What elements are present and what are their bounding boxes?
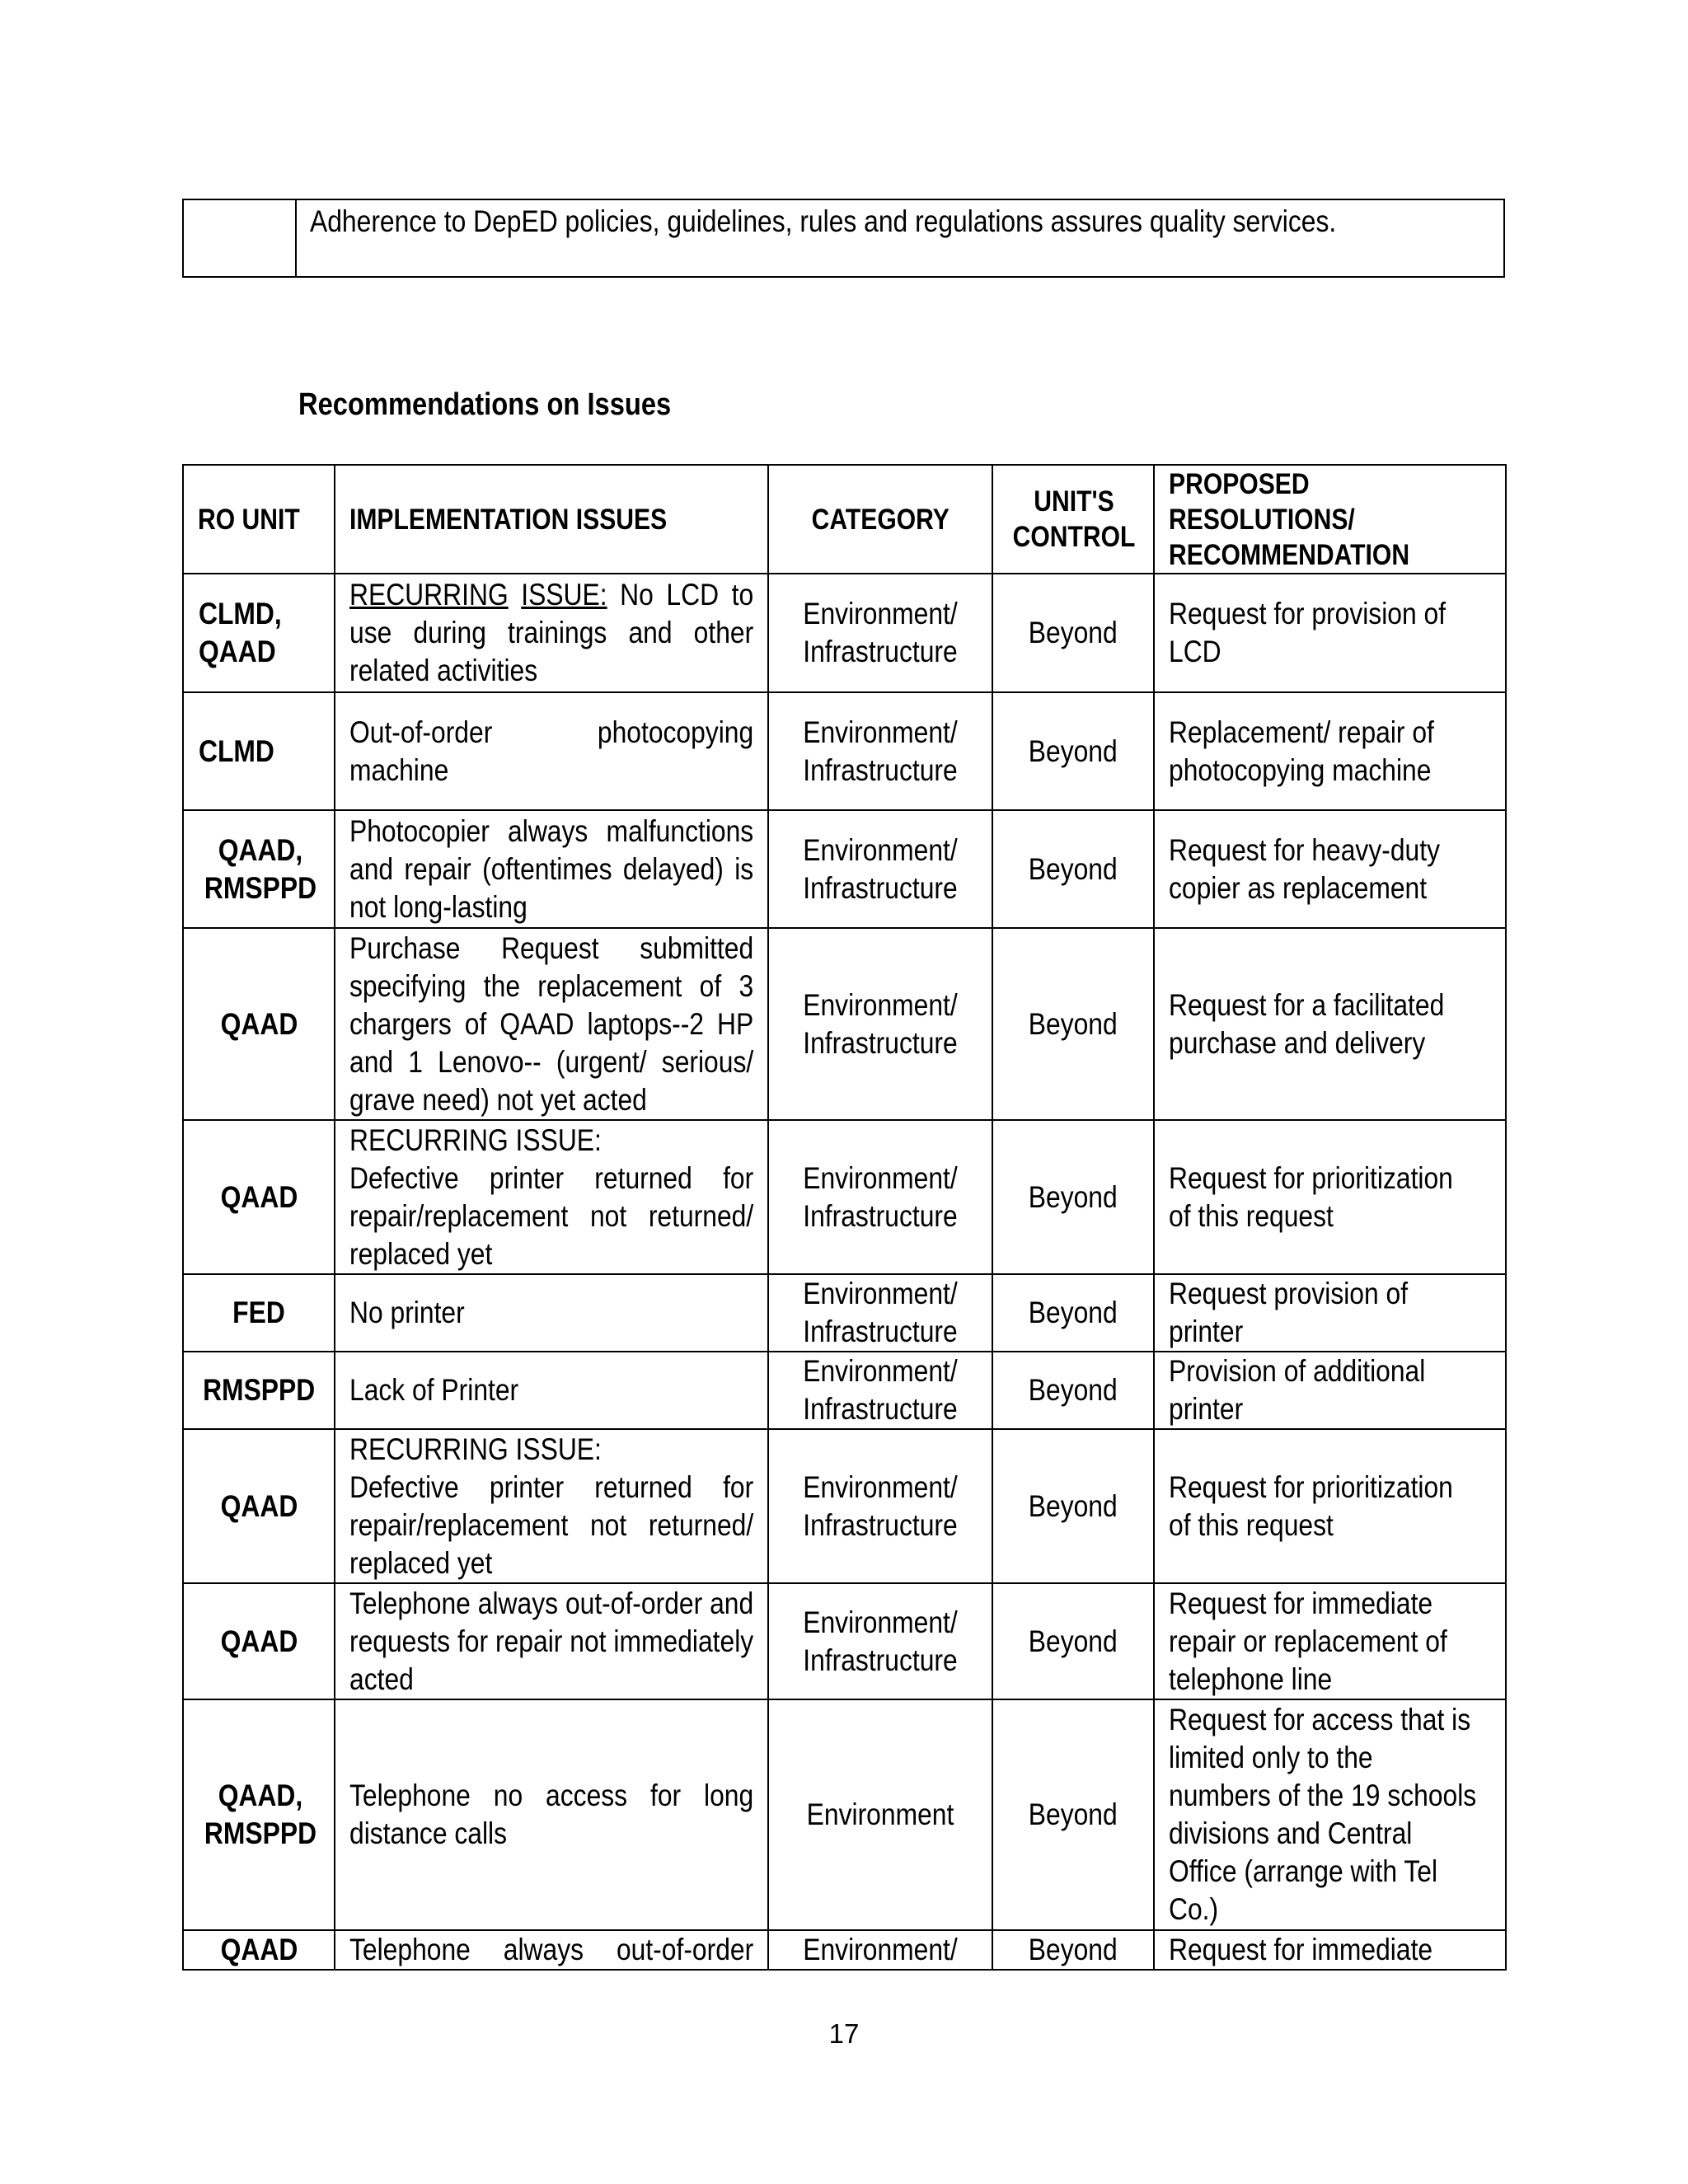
cell-text: Environment/ Infrastructure	[803, 987, 958, 1060]
cell-text: Environment/ Infrastructure	[803, 1469, 958, 1542]
recommendations-table	[182, 464, 1507, 1971]
cell-text: QAAD	[220, 1624, 298, 1658]
issue-cell	[335, 1352, 768, 1429]
cell-text: Photocopier always malfunctions and repair (oftentimes delayed) is not long-lasting	[349, 813, 754, 924]
cell-text: Request for heavy-duty copier as replacement	[1169, 832, 1440, 905]
recommendation-cell	[1154, 1352, 1506, 1429]
ro-unit-cell	[183, 1930, 335, 1970]
table-header-row	[183, 465, 1506, 574]
cell-text: QAAD, RMSPPD	[204, 832, 317, 905]
cell-text: Request for provision of LCD	[1169, 597, 1447, 668]
table-row	[183, 1429, 1506, 1583]
cell-text: Provision of additional printer	[1169, 1354, 1426, 1426]
issue-text: Defective printer returned for repair/replacement not returned/ replaced yet	[349, 1160, 754, 1271]
category-cell	[768, 1274, 992, 1352]
cell-text	[349, 1122, 753, 1273]
table-row	[183, 810, 1506, 928]
control-cell	[992, 1699, 1154, 1930]
header-ro-unit	[183, 465, 335, 574]
ro-unit-cell	[183, 810, 335, 928]
cell-text: RMSPPD	[202, 1373, 316, 1407]
cell-text: Beyond	[1029, 1373, 1118, 1407]
table-row	[183, 1352, 1506, 1429]
table-row	[183, 1930, 1506, 1970]
cell-text: Telephone always out-of-order and requests for repair not immediately acted	[349, 1586, 754, 1696]
control-cell	[992, 1274, 1154, 1352]
cell-text: QAAD	[220, 1006, 298, 1041]
category-cell	[768, 1429, 992, 1583]
cell-text: Environment	[806, 1797, 954, 1831]
cell-text: Request for prioritization of this request	[1169, 1160, 1453, 1233]
page-number: 17	[828, 2018, 860, 2049]
issue-cell	[335, 928, 768, 1120]
ro-unit-cell	[183, 928, 335, 1120]
cell-text: Environment/ Infrastructure	[803, 597, 958, 668]
cell-text: Beyond	[1029, 851, 1118, 886]
ro-unit-cell	[183, 1583, 335, 1699]
issue-text: Defective printer returned for repair/replacement not returned/ replaced yet	[349, 1469, 754, 1580]
underlined-text: ISSUE:	[521, 578, 607, 612]
issue-cell	[335, 692, 768, 810]
cell-text: Request for immediate repair or replacement of telephone line	[1169, 1586, 1447, 1696]
ro-unit-cell	[183, 1699, 335, 1930]
cell-text: Environment/ Infrastructure	[803, 715, 958, 787]
cell-text: Adherence to DepED policies, guidelines, rules and regulations assures quality services.	[310, 204, 1337, 238]
cell-text: Telephone always out-of-order	[349, 1933, 754, 1966]
control-cell	[992, 1429, 1154, 1583]
cell-text: Environment/ Infrastructure	[803, 1160, 958, 1233]
issue-heading-text: RECURRING ISSUE:	[349, 1122, 602, 1157]
continuation-table	[182, 199, 1505, 278]
cell-text: Request for immediate	[1169, 1933, 1433, 1966]
cell-text	[349, 1431, 753, 1582]
header-units-control	[992, 465, 1154, 574]
table-cell	[296, 199, 1504, 277]
recommendation-cell	[1154, 1120, 1506, 1274]
recommendation-cell	[1154, 810, 1506, 928]
table-row	[183, 928, 1506, 1120]
cell-text	[349, 576, 753, 690]
header-text: PROPOSED RESOLUTIONS/ RECOMMENDATION	[1169, 467, 1410, 571]
cell-text: Beyond	[1029, 733, 1118, 768]
category-cell	[768, 1352, 992, 1429]
cell-text: CLMD	[199, 733, 274, 768]
header-proposed-resolutions	[1154, 465, 1506, 574]
recommendation-cell	[1154, 928, 1506, 1120]
heading-text: Recommendations on Issues	[298, 387, 672, 422]
control-cell	[992, 692, 1154, 810]
cell-text: Beyond	[1029, 1006, 1118, 1041]
control-cell	[992, 1120, 1154, 1274]
recommendation-cell	[1154, 1274, 1506, 1352]
cell-text: Out-of-order photocopying machine	[349, 715, 754, 787]
category-cell	[768, 1583, 992, 1699]
header-text: RO UNIT	[198, 503, 300, 536]
header-category	[768, 465, 992, 574]
issue-cell	[335, 1699, 768, 1930]
ro-unit-cell	[183, 692, 335, 810]
cell-text: Beyond	[1029, 1624, 1118, 1658]
issue-cell	[335, 1429, 768, 1583]
cell-text: QAAD	[220, 1179, 298, 1214]
control-cell	[992, 1930, 1154, 1970]
category-cell	[768, 692, 992, 810]
category-cell	[768, 1699, 992, 1930]
cell-text: Environment/ Infrastructure	[803, 1605, 958, 1677]
ro-unit-cell	[183, 1352, 335, 1429]
table-row	[183, 199, 1504, 277]
issue-cell	[335, 1274, 768, 1352]
control-cell	[992, 1583, 1154, 1699]
cell-text: Beyond	[1029, 1488, 1118, 1523]
ro-unit-cell	[183, 1274, 335, 1352]
category-cell	[768, 1120, 992, 1274]
issue-cell	[335, 574, 768, 692]
cell-text: QAAD	[220, 1488, 298, 1523]
cell-text: Request for access that is limited only to the numbers of the 19 schools divisions and Central Office (arrange with Tel Co.)	[1169, 1703, 1477, 1926]
table-row	[183, 574, 1506, 692]
cell-text: Environment/ Infrastructure	[803, 832, 958, 905]
cell-text: Request provision of printer	[1169, 1277, 1409, 1348]
section-heading	[298, 386, 732, 424]
recommendation-cell	[1154, 692, 1506, 810]
recommendation-cell	[1154, 1429, 1506, 1583]
category-cell	[768, 574, 992, 692]
cell-text: Request for prioritization of this request	[1169, 1469, 1453, 1542]
table-row	[183, 1583, 1506, 1699]
header-text: UNIT'S CONTROL	[1012, 485, 1136, 553]
header-text: IMPLEMENTATION ISSUES	[349, 503, 668, 536]
cell-text: Lack of Printer	[349, 1373, 519, 1407]
control-cell	[992, 1352, 1154, 1429]
recommendation-cell	[1154, 1699, 1506, 1930]
cell-text: Replacement/ repair of photocopying machine	[1169, 715, 1434, 787]
issue-cell	[335, 810, 768, 928]
control-cell	[992, 574, 1154, 692]
header-text: CATEGORY	[811, 503, 950, 536]
category-cell	[768, 928, 992, 1120]
cell-text: Request for a facilitated purchase and delivery	[1169, 987, 1445, 1060]
cell-text: QAAD	[220, 1933, 298, 1966]
cell-text: FED	[232, 1296, 285, 1329]
header-implementation-issues	[335, 465, 768, 574]
category-cell	[768, 810, 992, 928]
cell-text: Purchase Request submitted specifying the replacement of 3 chargers of QAAD laptops--2 HP and 1 Lenovo-- (urgent/ serious/ grave need) not yet acted	[349, 930, 754, 1117]
cell-text: Beyond	[1029, 616, 1118, 649]
cell-text: Telephone no access for long distance calls	[349, 1779, 754, 1850]
cell-text: CLMD, QAAD	[199, 597, 282, 668]
empty-cell	[183, 199, 296, 277]
category-cell	[768, 1930, 992, 1970]
recommendation-cell	[1154, 1583, 1506, 1699]
table-row	[183, 1274, 1506, 1352]
cell-text: Beyond	[1029, 1296, 1118, 1329]
table-row	[183, 692, 1506, 810]
control-cell	[992, 928, 1154, 1120]
cell-text: Environment/	[803, 1933, 958, 1966]
cell-text: No printer	[349, 1296, 465, 1329]
ro-unit-cell	[183, 1429, 335, 1583]
issue-cell	[335, 1120, 768, 1274]
cell-text: Beyond	[1029, 1797, 1118, 1831]
control-cell	[992, 810, 1154, 928]
recommendation-cell	[1154, 1930, 1506, 1970]
table-row	[183, 1699, 1506, 1930]
issue-heading-text: RECURRING ISSUE:	[349, 1432, 602, 1466]
issue-cell	[335, 1583, 768, 1699]
underlined-text: RECURRING	[349, 578, 509, 612]
recommendation-cell	[1154, 574, 1506, 692]
table-row	[183, 1120, 1506, 1274]
cell-text: Environment/ Infrastructure	[803, 1277, 958, 1348]
cell-text: Beyond	[1029, 1933, 1118, 1966]
cell-text: QAAD, RMSPPD	[204, 1779, 317, 1850]
issue-text: No LCD to use during trainings and other related activities	[349, 578, 754, 687]
cell-text: Beyond	[1029, 1179, 1118, 1214]
ro-unit-cell	[183, 574, 335, 692]
ro-unit-cell	[183, 1120, 335, 1274]
cell-text: Environment/ Infrastructure	[803, 1354, 958, 1426]
issue-cell	[335, 1930, 768, 1970]
